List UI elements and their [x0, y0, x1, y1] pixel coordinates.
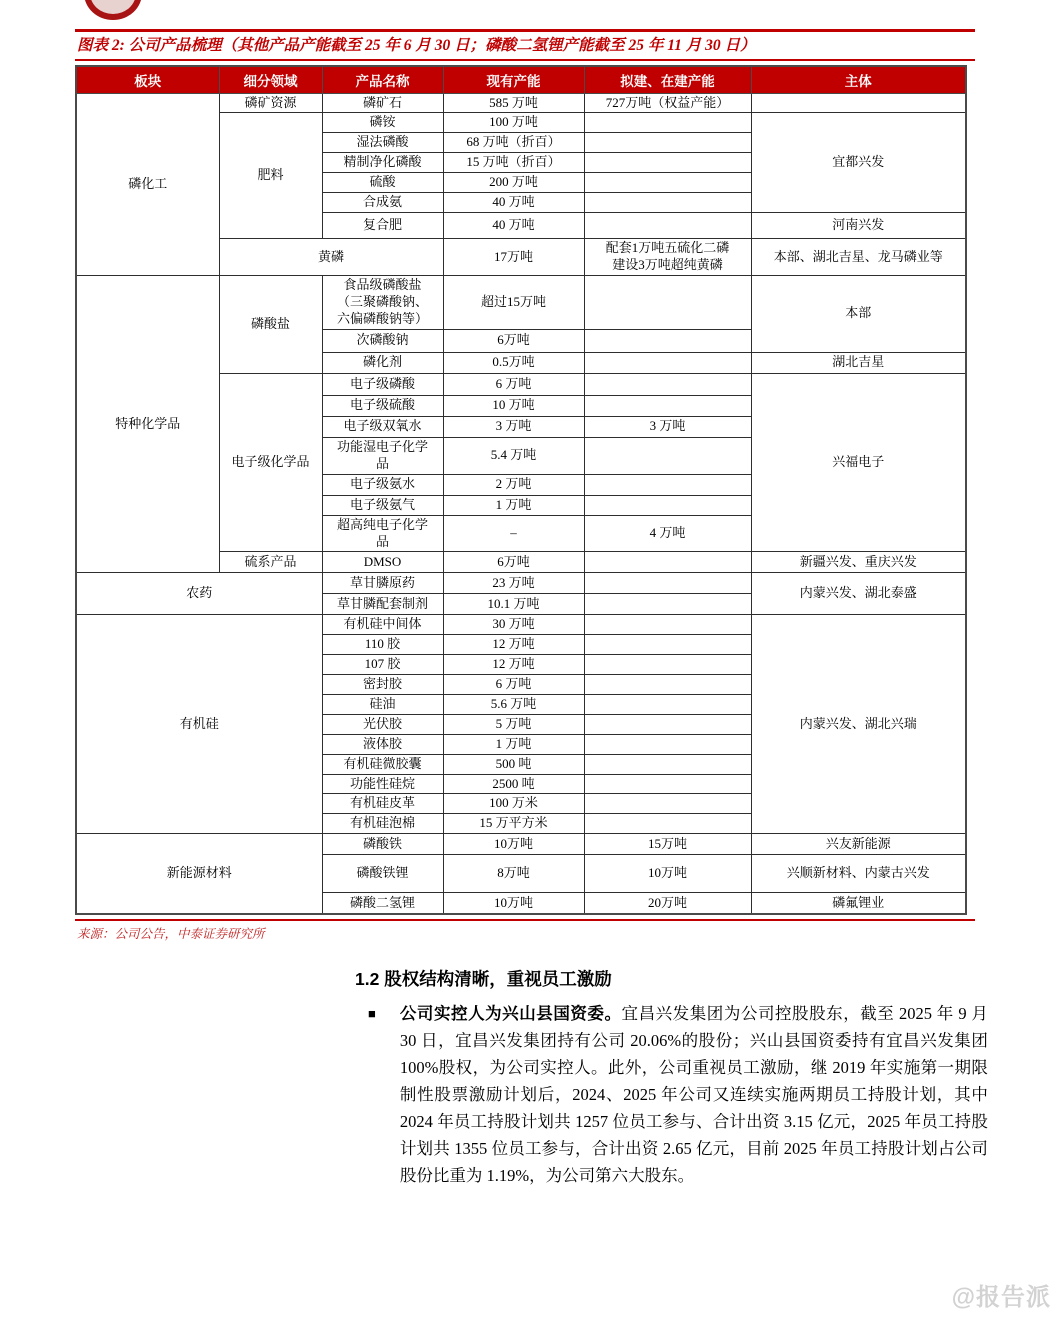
paragraph-body: 宜昌兴发集团为公司控股股东，截至 2025 年 9 月 30 日，宜昌兴发集团持有公司 20.06%的股份；兴山县国资委持有宜昌兴发集团 100%股权，为公司实控人。此外，公司重视员工激励，继 2019 年实施第一期限制性股票激励计划后，2024、2025 年公司又连续实施两期员工持股计划，其中 2024 年员工持股计划共 1257 位员工参与、合计出资 3.15 亿元，2025 年员工持股计划共 1355 位员工参与，合计出资 2.65 亿元，目前 2025 年员工持股计划占公司股份比重为 1.19%，为公司第六大股东。: [399, 1003, 988, 1185]
table-cell: [584, 113, 751, 133]
table-cell: –: [443, 515, 584, 552]
table-cell: 兴友新能源: [751, 834, 966, 855]
table-cell: [584, 395, 751, 416]
table-cell: [584, 193, 751, 213]
table-cell: 硫酸: [322, 173, 443, 193]
table-cell: 草甘膦原药: [322, 573, 443, 594]
table-cell: 107 胶: [322, 655, 443, 675]
table-cell: 光伏胶: [322, 714, 443, 734]
table-cell: 磷酸二氢锂: [322, 893, 443, 914]
table-cell: 3 万吨: [584, 416, 751, 437]
table-cell: 复合肥: [322, 213, 443, 239]
table-cell-section: 有机硅: [76, 615, 322, 834]
table-cell: 湖北吉星: [751, 352, 966, 373]
table-cell: 12 万吨: [443, 655, 584, 675]
source-note: 来源：公司公告，中泰证券研究所: [77, 926, 265, 941]
table-cell-section: 硫系产品: [219, 552, 322, 573]
table-cell: 10.1 万吨: [443, 594, 584, 615]
table-cell: 湿法磷酸: [322, 133, 443, 153]
table-cell: 本部: [751, 275, 966, 352]
table-cell: 5.4 万吨: [443, 437, 584, 474]
table-cell: [584, 437, 751, 474]
watermark-text: @报告派: [951, 1284, 1051, 1311]
table-cell: 磷酸铁: [322, 834, 443, 855]
table-cell: 585 万吨: [443, 93, 584, 113]
table-cell: 精制净化磷酸: [322, 153, 443, 173]
table-cell: 磷化剂: [322, 352, 443, 373]
table-row: [76, 615, 966, 635]
table-cell: 硅油: [322, 694, 443, 714]
table-cell: 新疆兴发、重庆兴发: [751, 552, 966, 573]
table-cell: [584, 573, 751, 594]
table-cell: 电子级氨气: [322, 495, 443, 515]
table-cell: 内蒙兴发、湖北泰盛: [751, 573, 966, 615]
table-cell: 15万吨: [584, 834, 751, 855]
table-cell-section: 特种化学品: [76, 275, 219, 573]
table-cell: 2 万吨: [443, 474, 584, 495]
table-cell: 兴顺新材料、内蒙古兴发: [751, 855, 966, 893]
table-cell-section: 磷酸盐: [219, 275, 322, 373]
table-cell: 5 万吨: [443, 714, 584, 734]
table-cell: 6 万吨: [443, 675, 584, 695]
table-cell-section: 电子级化学品: [219, 373, 322, 552]
table-cell: 食品级磷酸盐 （三聚磷酸钠、 六偏磷酸钠等）: [322, 275, 443, 329]
table-cell-section: 黄磷: [219, 239, 443, 276]
table-cell-section: 新能源材料: [76, 834, 322, 914]
product-table: [75, 65, 967, 915]
table-cell: [584, 213, 751, 239]
section-heading: 1.2 股权结构清晰，重视员工激励: [355, 968, 612, 989]
table-cell: 有机硅皮革: [322, 794, 443, 814]
table-cell: 内蒙兴发、湖北兴瑞: [751, 615, 966, 834]
table-cell: 40 万吨: [443, 213, 584, 239]
paragraph-lead: 公司实控人为兴山县国资委。: [399, 1003, 622, 1023]
table-cell: 配套1万吨五硫化二磷 建设3万吨超纯黄磷: [584, 239, 751, 276]
table-cell: [584, 655, 751, 675]
table-cell: 8万吨: [443, 855, 584, 893]
table-cell: 磷酸铁锂: [322, 855, 443, 893]
table-cell: 17万吨: [443, 239, 584, 276]
table-cell: 10万吨: [443, 834, 584, 855]
title-divider: [75, 59, 975, 61]
page-content: [75, 0, 992, 1189]
column-header: 现有产能: [443, 66, 584, 94]
table-cell: [584, 153, 751, 173]
table-cell: 68 万吨（折百）: [443, 133, 584, 153]
table-cell: 有机硅微胶囊: [322, 754, 443, 774]
table-cell: 宜都兴发: [751, 113, 966, 213]
table-cell: [584, 675, 751, 695]
table-cell-section: 肥料: [219, 113, 322, 239]
table-row: [76, 275, 966, 329]
table-cell-section: 农药: [76, 573, 322, 615]
table-cell: 20万吨: [584, 893, 751, 914]
table-cell: [584, 714, 751, 734]
table-cell: 10万吨: [443, 893, 584, 914]
paragraph-text: [400, 1000, 988, 1189]
table-cell: [584, 694, 751, 714]
table-cell: 23 万吨: [443, 573, 584, 594]
table-cell: 6万吨: [443, 552, 584, 573]
table-cell: DMSO: [322, 552, 443, 573]
table-cell: 兴福电子: [751, 373, 966, 552]
table-cell: [584, 615, 751, 635]
table-cell: 1 万吨: [443, 734, 584, 754]
table-cell: [584, 133, 751, 153]
table-cell: 超过15万吨: [443, 275, 584, 329]
table-cell: 液体胶: [322, 734, 443, 754]
table-row: [76, 93, 966, 113]
table-cell: [584, 635, 751, 655]
table-cell: 草甘膦配套制剂: [322, 594, 443, 615]
table-cell: 磷矿资源: [219, 93, 322, 113]
table-cell: 磷矿石: [322, 93, 443, 113]
table-cell: 10万吨: [584, 855, 751, 893]
column-header: 拟建、在建产能: [584, 66, 751, 94]
table-cell: 电子级双氧水: [322, 416, 443, 437]
table-cell: 超高纯电子化学 品: [322, 515, 443, 552]
table-cell: [584, 814, 751, 834]
bullet-square-icon: ■: [368, 1005, 376, 1021]
column-header: 主体: [751, 66, 966, 94]
table-cell: [584, 794, 751, 814]
table-cell: 500 吨: [443, 754, 584, 774]
table-cell: 河南兴发: [751, 213, 966, 239]
table-cell: 6万吨: [443, 329, 584, 352]
table-cell: 6 万吨: [443, 373, 584, 395]
table-cell: 10 万吨: [443, 395, 584, 416]
bullet-paragraph: [368, 1000, 992, 1189]
table-cell: 电子级磷酸: [322, 373, 443, 395]
table-cell: 5.6 万吨: [443, 694, 584, 714]
table-header-row: [76, 66, 966, 94]
table-cell: [584, 275, 751, 329]
table-cell: [584, 754, 751, 774]
table-cell: 磷铵: [322, 113, 443, 133]
table-cell: 0.5万吨: [443, 352, 584, 373]
table-cell: [584, 774, 751, 794]
table-cell: 电子级氨水: [322, 474, 443, 495]
table-cell: 40 万吨: [443, 193, 584, 213]
table-cell: 15 万平方米: [443, 814, 584, 834]
table-cell: 电子级硫酸: [322, 395, 443, 416]
column-header: 产品名称: [322, 66, 443, 94]
table-cell: 2500 吨: [443, 774, 584, 794]
table-cell: [584, 173, 751, 193]
table-cell-section: 磷化工: [76, 93, 219, 275]
table-cell: 功能湿电子化学 品: [322, 437, 443, 474]
table-cell: 有机硅泡棉: [322, 814, 443, 834]
column-header: 板块: [76, 66, 219, 94]
table-cell: 功能性硅烷: [322, 774, 443, 794]
table-cell: 15 万吨（折百）: [443, 153, 584, 173]
table-cell: [584, 474, 751, 495]
table-cell: 本部、湖北吉星、龙马磷业等: [751, 239, 966, 276]
table-bottom-divider: [75, 919, 975, 921]
table-cell: 110 胶: [322, 635, 443, 655]
column-header: 细分领域: [219, 66, 322, 94]
table-cell: [584, 495, 751, 515]
table-cell: [584, 329, 751, 352]
table-cell: [584, 352, 751, 373]
table-cell: 磷氟锂业: [751, 893, 966, 914]
table-cell: 1 万吨: [443, 495, 584, 515]
table-cell: 12 万吨: [443, 635, 584, 655]
table-cell: 100 万吨: [443, 113, 584, 133]
table-cell: 3 万吨: [443, 416, 584, 437]
table-cell: [584, 734, 751, 754]
table-cell: 200 万吨: [443, 173, 584, 193]
table-cell: 100 万米: [443, 794, 584, 814]
table-cell: 4 万吨: [584, 515, 751, 552]
table-cell: 合成氨: [322, 193, 443, 213]
table-cell: [584, 373, 751, 395]
table-cell: [584, 594, 751, 615]
table-cell: 727万吨（权益产能）: [584, 93, 751, 113]
table-row: [76, 834, 966, 855]
table-cell: 密封胶: [322, 675, 443, 695]
table-cell: [751, 93, 966, 113]
table-cell: 有机硅中间体: [322, 615, 443, 635]
figure-title: 图表 2: 公司产品梳理（其他产品产能截至 25 年 6 月 30 日；磷酸二氢锂产能截至 25 年 11 月 30 日）: [77, 37, 756, 54]
table-row: [76, 573, 966, 594]
table-cell: [584, 552, 751, 573]
table-cell: 次磷酸钠: [322, 329, 443, 352]
table-cell: 30 万吨: [443, 615, 584, 635]
